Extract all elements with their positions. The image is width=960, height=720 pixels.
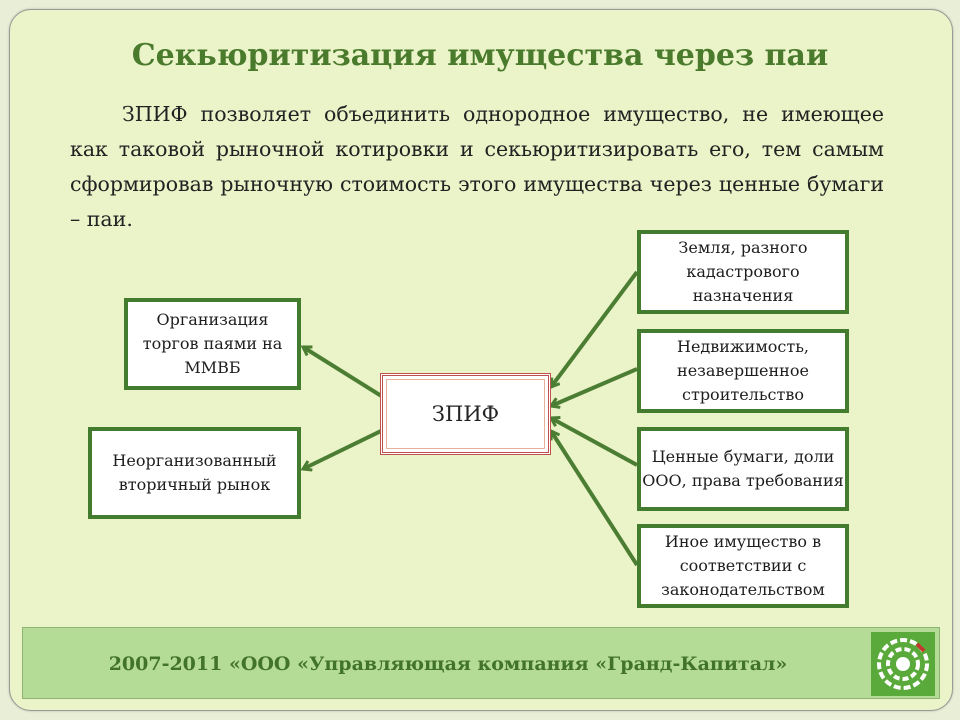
box-securities: Ценные бумаги, доли ООО, права требования [637,427,849,511]
footer-bar [22,627,940,699]
company-logo-icon [871,632,935,696]
arrow-from-securities [551,418,637,465]
arrow-from-other-property [551,431,637,565]
box-other-property: Иное имущество в соответствии с законодательством [637,524,849,608]
arrow-to-organized-trading [303,347,383,397]
arrow-from-real-estate [551,369,637,406]
slide-title: Секьюритизация имущества через паи [131,38,829,73]
arrow-from-land [551,272,637,387]
box-land: Земля, разного кадастрового назначения [637,230,849,314]
footer-copyright: 2007-2011 «ООО «Управляющая компания «Гранд-Капитал» [108,653,788,675]
box-zpif: ЗПИФ [380,373,551,455]
box-organized-trading: Организация торгов паями на ММВБ [124,298,301,390]
box-real-estate: Недвижимость, незавершенное строительство [637,329,849,413]
intro-paragraph: ЗПИФ позволяет объединить однородное имущество, не имеющее как таковой рыночной котировки и секьюритизировать его, тем самым сформировав рыночную стоимость этого имущества через ценные бумаги – паи. [70,102,884,231]
arrow-to-secondary-market [303,430,383,469]
box-secondary-market: Неорганизованный вторичный рынок [88,427,301,519]
